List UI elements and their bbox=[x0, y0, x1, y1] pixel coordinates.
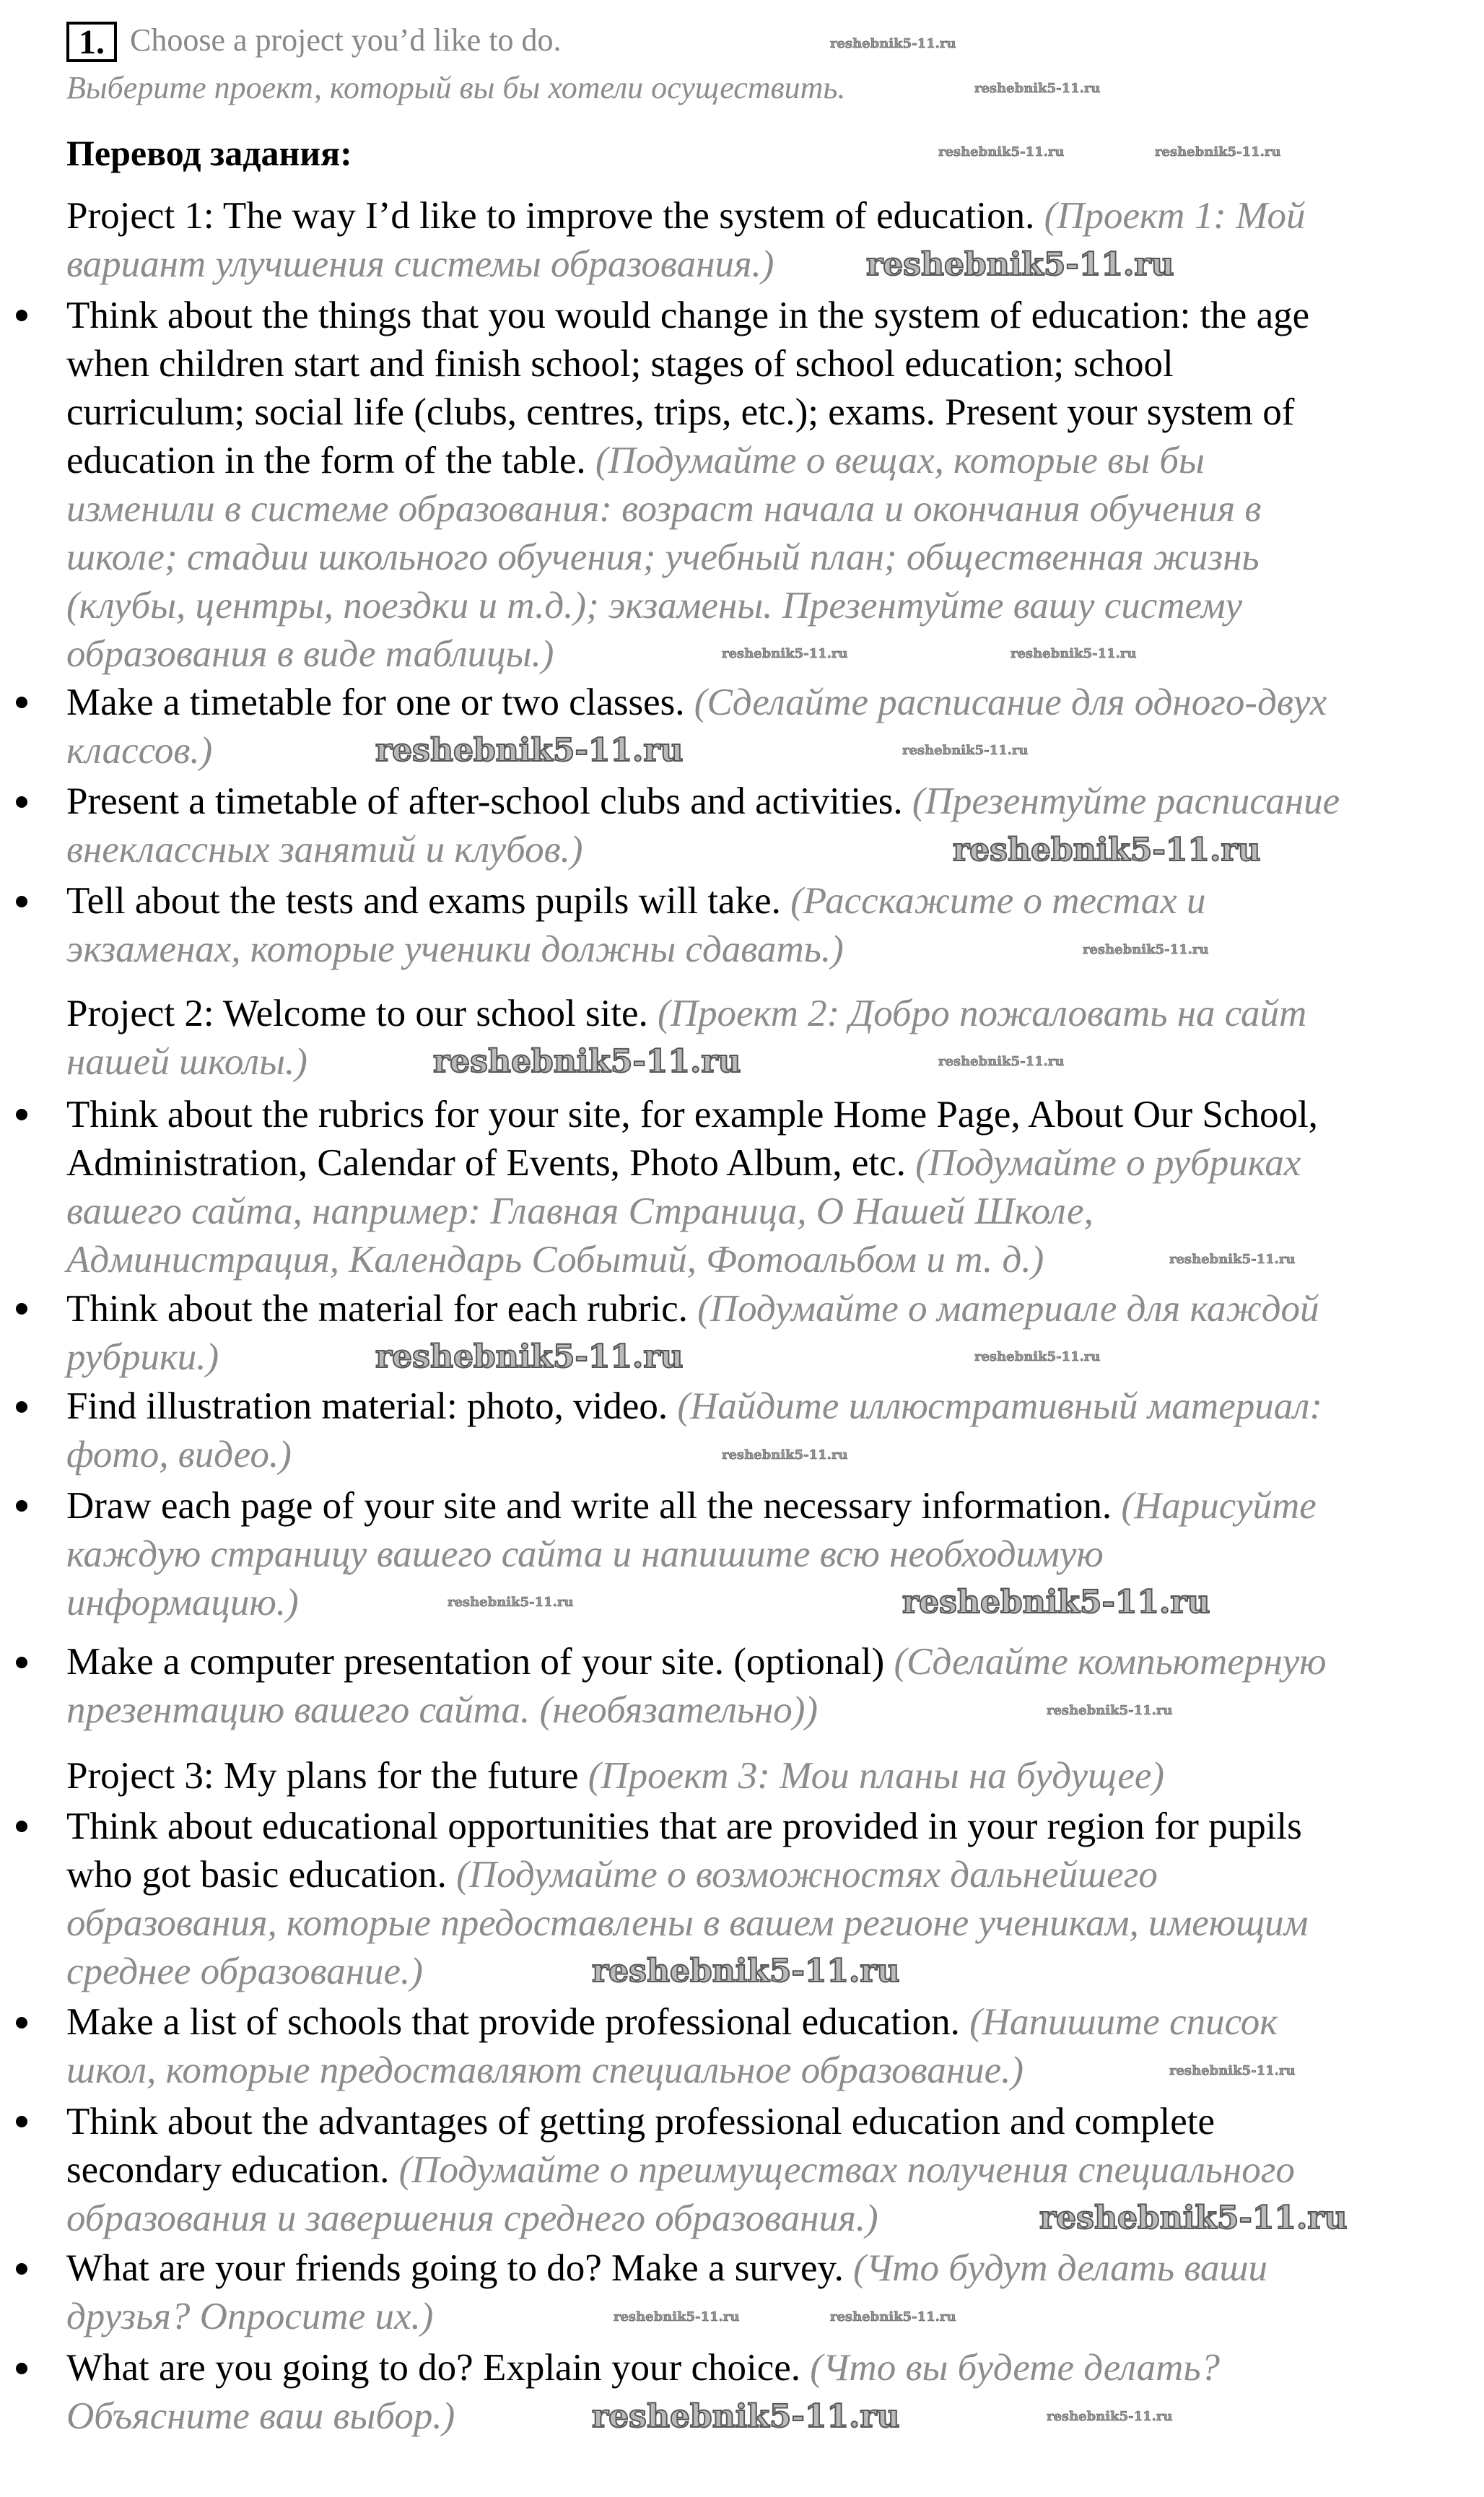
russian-translation: (Нарисуйте bbox=[1121, 1484, 1317, 1527]
bullet-item-line bbox=[66, 727, 212, 775]
bullet-item-line bbox=[66, 1333, 219, 1382]
task-number-box: 1. bbox=[66, 22, 117, 62]
watermark-text: reshebnik5-11.ru bbox=[902, 1584, 1210, 1621]
russian-translation: (Проект 1: Мой bbox=[1044, 195, 1306, 238]
bullet-icon bbox=[16, 1401, 27, 1413]
english-text: What are you going to do? Explain your choice. bbox=[66, 2347, 811, 2389]
russian-translation: (Подумайте о преимуществах получения специального bbox=[398, 2148, 1295, 2191]
task-instruction: Choose a project you’d like to do. bbox=[130, 22, 562, 58]
english-text: Think about the advantages of getting professional education and complete bbox=[66, 2100, 1215, 2143]
russian-translation: (Расскажите о тестах и bbox=[790, 880, 1206, 923]
bullet-item-line bbox=[66, 1091, 1318, 1139]
russian-translation: экзаменах, которые ученики должны сдавать.) bbox=[66, 928, 844, 971]
watermark-text: reshebnik5-11.ru bbox=[830, 36, 956, 51]
bullet-icon bbox=[16, 1821, 27, 1832]
watermark-text: reshebnik5-11.ru bbox=[722, 1447, 848, 1463]
watermark-text: reshebnik5-11.ru bbox=[1083, 941, 1209, 957]
russian-translation: друзья? Опросите их.) bbox=[66, 2296, 434, 2338]
english-text: Find illustration material: photo, video. bbox=[66, 1385, 678, 1428]
bullet-item-line bbox=[66, 1686, 818, 1735]
english-text: Present a timetable of after-school clubs and activities. bbox=[66, 780, 912, 823]
russian-translation: внеклассных занятий и клубов.) bbox=[66, 829, 583, 871]
bullet-item-line bbox=[66, 1139, 1301, 1188]
bullet-item-line bbox=[66, 1188, 1094, 1236]
watermark-text: reshebnik5-11.ru bbox=[592, 1953, 900, 1990]
watermark-text: reshebnik5-11.ru bbox=[902, 743, 1029, 759]
bullet-icon bbox=[16, 896, 27, 907]
watermark-text: reshebnik5-11.ru bbox=[974, 81, 1101, 96]
project-title-line bbox=[66, 240, 774, 289]
watermark-text: reshebnik5-11.ru bbox=[866, 245, 1174, 283]
russian-translation: (Что будут делать ваши bbox=[853, 2247, 1267, 2290]
bullet-item-line bbox=[66, 2244, 1267, 2293]
russian-translation: школе; стадии школьного обучения; учебный план; общественная жизнь bbox=[66, 536, 1260, 578]
bullet-item-line bbox=[66, 1431, 292, 1479]
english-text: Project 1: The way I’d like to improve the system of education. bbox=[66, 195, 1044, 238]
project-title-line bbox=[66, 192, 1305, 240]
russian-translation: нашей школы.) bbox=[66, 1040, 307, 1083]
bullet-item-line bbox=[66, 533, 1260, 582]
russian-translation: информацию.) bbox=[66, 1581, 299, 1624]
english-text: Administration, Calendar of Events, Photo Album, etc. bbox=[66, 1141, 916, 1184]
bullet-icon bbox=[16, 2017, 27, 2028]
bullet-item-line bbox=[66, 1482, 1317, 1530]
bullet-item-line bbox=[66, 630, 554, 679]
bullet-item-line bbox=[66, 2098, 1215, 2146]
bullet-item-line bbox=[66, 1851, 1158, 1899]
bullet-item-line bbox=[66, 1285, 1319, 1333]
watermark-text: reshebnik5-11.ru bbox=[433, 1043, 741, 1081]
english-text: Make a computer presentation of your site. (optional) bbox=[66, 1641, 894, 1683]
watermark-text: reshebnik5-11.ru bbox=[1169, 2062, 1296, 2078]
bullet-item-line bbox=[66, 437, 1205, 485]
english-text: Think about the things that you would change in the system of education: the age bbox=[66, 294, 1310, 336]
english-text: education in the form of the table. bbox=[66, 439, 595, 481]
english-text: Make a list of schools that provide professional education. bbox=[66, 2001, 970, 2044]
watermark-text: reshebnik5-11.ru bbox=[953, 831, 1261, 868]
bullet-icon bbox=[16, 2363, 27, 2374]
bullet-icon bbox=[16, 310, 27, 321]
russian-translation: (Подумайте о вещах, которые вы бы bbox=[595, 439, 1205, 481]
watermark-text: reshebnik5-11.ru bbox=[938, 144, 1065, 160]
bullet-icon bbox=[16, 697, 27, 708]
russian-translation: каждую страницу вашего сайта и напишите всю необходимую bbox=[66, 1533, 1104, 1575]
english-text: Think about the material for each rubric. bbox=[66, 1287, 698, 1330]
bullet-item-line bbox=[66, 2146, 1295, 2195]
russian-translation: (Сделайте расписание для одного-двух bbox=[694, 681, 1327, 723]
bullet-item-line bbox=[66, 1899, 1309, 1948]
bullet-item-line bbox=[66, 340, 1174, 388]
bullet-item-line bbox=[66, 2195, 878, 2243]
bullet-item-line bbox=[66, 679, 1327, 727]
russian-translation: вашего сайта, например: Главная Страница, О Нашей Школе, bbox=[66, 1190, 1094, 1232]
watermark-text: reshebnik5-11.ru bbox=[1155, 144, 1281, 160]
english-text: Tell about the tests and exams pupils will take. bbox=[66, 880, 791, 923]
watermark-text: reshebnik5-11.ru bbox=[614, 2309, 740, 2324]
russian-translation: (Напишите список bbox=[969, 2001, 1278, 2044]
bullet-item-line bbox=[66, 1236, 1044, 1284]
english-text: Think about the rubrics for your site, for example Home Page, About Our School, bbox=[66, 1093, 1318, 1136]
bullet-item-line bbox=[66, 1382, 1322, 1431]
russian-translation: фото, видео.) bbox=[66, 1434, 292, 1476]
russian-translation: (Презентуйте расписание bbox=[912, 780, 1340, 823]
russian-translation: (Найдите иллюстративный материал: bbox=[677, 1385, 1322, 1428]
english-text: curriculum; social life (clubs, centres, trips, etc.); exams. Present your system of bbox=[66, 391, 1295, 433]
english-text: What are your friends going to do? Make a survey. bbox=[66, 2247, 854, 2290]
english-text: when children start and finish school; stages of school education; school bbox=[66, 342, 1174, 385]
bullet-item-line bbox=[66, 582, 1242, 630]
bullet-item-line bbox=[66, 2293, 433, 2341]
bullet-item-line bbox=[66, 1998, 1278, 2047]
bullet-icon bbox=[16, 2116, 27, 2127]
bullet-icon bbox=[16, 796, 27, 808]
watermark-text: reshebnik5-11.ru bbox=[448, 1595, 574, 1611]
russian-translation: образования и завершения среднего образования.) bbox=[66, 2197, 878, 2239]
english-text: Make a timetable for one or two classes. bbox=[66, 681, 694, 723]
english-text: Think about educational opportunities that are provided in your region for pupils bbox=[66, 1805, 1302, 1847]
bullet-icon bbox=[16, 1500, 27, 1512]
translation-heading: Перевод задания: bbox=[66, 133, 352, 173]
bullet-item-line bbox=[66, 292, 1309, 340]
project-title-line bbox=[66, 1038, 307, 1086]
bullet-icon bbox=[16, 2263, 27, 2275]
russian-translation: изменили в системе образования: возраст начала и окончания обучения в bbox=[66, 487, 1262, 530]
english-text: who got basic education. bbox=[66, 1853, 457, 1896]
bullet-item-line bbox=[66, 2392, 455, 2441]
watermark-text: reshebnik5-11.ru bbox=[1039, 2200, 1348, 2237]
russian-translation: (Проект 3: Мои планы на будущее) bbox=[588, 1754, 1165, 1797]
russian-translation: (Подумайте о материале для каждой bbox=[697, 1287, 1319, 1330]
russian-translation: среднее образование.) bbox=[66, 1950, 423, 1992]
bullet-icon bbox=[16, 1109, 27, 1120]
bullet-item-line bbox=[66, 1638, 1327, 1686]
russian-translation: (Сделайте компьютерную bbox=[894, 1641, 1327, 1683]
watermark-text: reshebnik5-11.ru bbox=[592, 2397, 900, 2435]
english-text: Project 2: Welcome to our school site. bbox=[66, 992, 658, 1034]
bullet-item-line bbox=[66, 388, 1294, 437]
watermark-text: reshebnik5-11.ru bbox=[375, 1338, 684, 1376]
watermark-text: reshebnik5-11.ru bbox=[1047, 1702, 1173, 1718]
english-text: Project 3: My plans for the future bbox=[66, 1754, 588, 1797]
bullet-item-line bbox=[66, 1530, 1104, 1579]
watermark-text: reshebnik5-11.ru bbox=[1169, 1252, 1296, 1268]
russian-translation: (Подумайте о рубриках bbox=[915, 1141, 1301, 1184]
russian-translation: образования, которые предоставлены в вашем регионе ученикам, имеющим bbox=[66, 1901, 1309, 1944]
task-instruction-translation: Выберите проект, который вы бы хотели осуществить. bbox=[66, 70, 846, 105]
russian-translation: (Проект 2: Добро пожаловать на сайт bbox=[658, 992, 1307, 1034]
watermark-text: reshebnik5-11.ru bbox=[1047, 2408, 1173, 2424]
project-title-line bbox=[66, 1752, 1164, 1800]
bullet-item-line bbox=[66, 485, 1261, 533]
project-title-line bbox=[66, 990, 1306, 1038]
watermark-text: reshebnik5-11.ru bbox=[974, 1349, 1101, 1365]
english-text: Draw each page of your site and write all the necessary information. bbox=[66, 1484, 1122, 1527]
watermark-text: reshebnik5-11.ru bbox=[938, 1054, 1065, 1070]
russian-translation: рубрики.) bbox=[66, 1335, 219, 1378]
russian-translation: презентацию вашего сайта. (необязательно)) bbox=[66, 1689, 819, 1732]
russian-translation: образования в виде таблицы.) bbox=[66, 632, 554, 675]
bullet-item-line bbox=[66, 2047, 1023, 2095]
russian-translation: (Что вы будете делать? bbox=[810, 2347, 1221, 2389]
bullet-item-line bbox=[66, 777, 1340, 826]
bullet-item-line bbox=[66, 877, 1206, 925]
russian-translation: (клубы, центры, поездки и т.д.); экзамены. Презентуйте вашу систему bbox=[66, 584, 1243, 627]
bullet-item-line bbox=[66, 1948, 423, 1996]
watermark-text: reshebnik5-11.ru bbox=[830, 2309, 956, 2324]
watermark-text: reshebnik5-11.ru bbox=[1011, 646, 1137, 662]
russian-translation: классов.) bbox=[66, 729, 213, 772]
bullet-item-line bbox=[66, 826, 582, 874]
russian-translation: вариант улучшения системы образования.) bbox=[66, 243, 774, 286]
english-text: secondary education. bbox=[66, 2148, 399, 2191]
russian-translation: Объясните ваш выбор.) bbox=[66, 2395, 455, 2437]
bullet-item-line bbox=[66, 1579, 299, 1627]
russian-translation: Администрация, Календарь Событий, Фотоальбом и т. д.) bbox=[66, 1238, 1044, 1281]
russian-translation: (Подумайте о возможностях дальнейшего bbox=[456, 1853, 1158, 1896]
bullet-icon bbox=[16, 1303, 27, 1315]
russian-translation: школ, которые предоставляют специальное образование.) bbox=[66, 2049, 1024, 2092]
bullet-item-line bbox=[66, 1803, 1302, 1851]
bullet-item-line bbox=[66, 2344, 1220, 2392]
bullet-icon bbox=[16, 1657, 27, 1668]
bullet-item-line bbox=[66, 925, 844, 974]
watermark-text: reshebnik5-11.ru bbox=[722, 646, 848, 662]
watermark-text: reshebnik5-11.ru bbox=[375, 732, 684, 770]
